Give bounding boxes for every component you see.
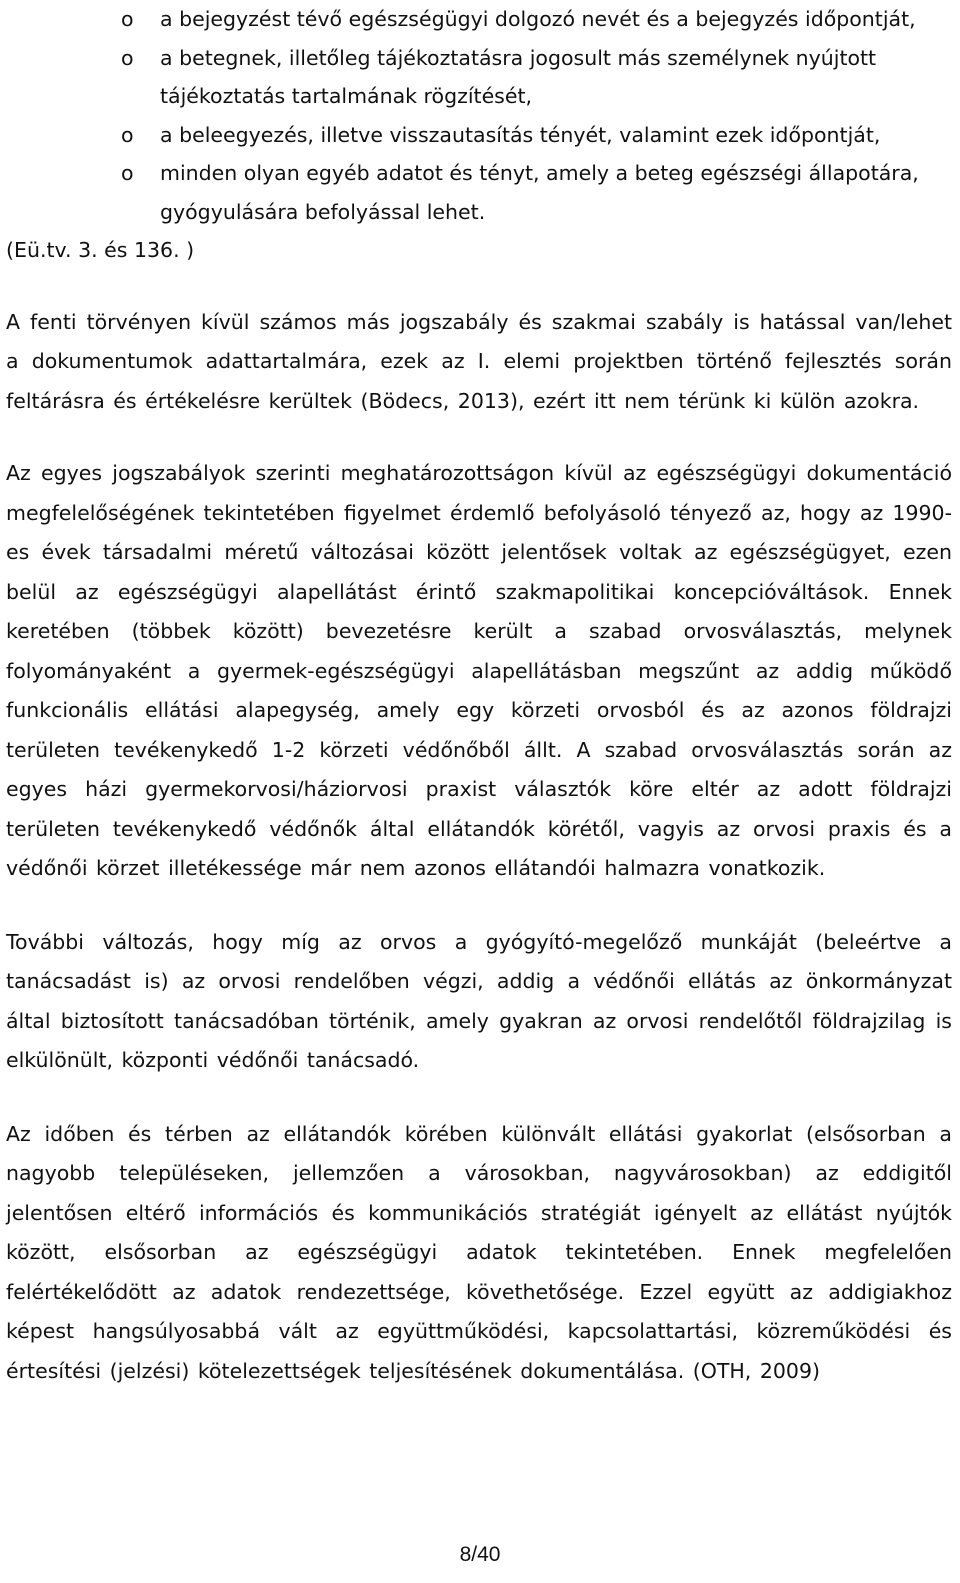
list-item — [6, 154, 952, 231]
bullet-marker: o — [121, 45, 134, 70]
paragraph: Az időben és térben az ellátandók körében különvált ellátási gyakorlat (elsősorban a nagyobb településeken, jellemzően a városokban, nagyvárosokban) az eddigitől jelentősen eltérő információs és kommunikációs stratégiát igényelt az ellátást nyújtók között, elsősorban az egészségügyi adatok tekintetében. Ennek megfelelően felértékelődött az adatok rendezettsége, követhetősége. Ezzel együtt az addigiakhoz képest hangsúlyosabbá vált az együttműködési, kapcsolattartási, közreműködési és értesítési (jelzési) kötelezettségek teljesítésének dokumentálása. (OTH, 2009) — [6, 1121, 952, 1383]
page-number: 8/40 — [459, 1543, 501, 1566]
law-reference: (Eü.tv. 3. és 136. ) — [6, 238, 195, 262]
paragraph: A fenti törvényen kívül számos más jogszabály és szakmai szabály is hatással van/lehet a dokumentumok adattartalmára, ezek az I. elemi projektben történő fejlesztés során feltárásra és értékelésre kerültek (Bödecs, 2013), ezért itt nem térünk ki külön azokra. — [6, 309, 952, 413]
paragraph: További változás, hogy míg az orvos a gyógyító-megelőző munkáját (beleértve a tanácsadást is) az orvosi rendelőben végzi, addig a védőnői ellátás az önkormányzat által biztosított tanácsadóban történik, amely gyakran az orvosi rendelőtől földrajzilag is elkülönült, központi védőnői tanácsadó. — [6, 929, 952, 1072]
bullet-text: a betegnek, illetőleg tájékoztatásra jogosult más személynek nyújtott tájékoztatás tartalmának rögzítését, — [160, 45, 877, 108]
list-item — [6, 39, 952, 116]
bullet-text: a beleegyezés, illetve visszautasítás tényét, valamint ezek időpontját, — [160, 122, 881, 147]
bullet-marker: o — [121, 122, 134, 147]
bullet-text: a bejegyzést tévő egészségügyi dolgozó nevét és a bejegyzés időpontját, — [160, 7, 916, 31]
bullet-text: minden olyan egyéb adatot és tényt, amely a beteg egészségi állapotára, gyógyulására befolyással lehet. — [160, 161, 919, 224]
bullet-marker: o — [121, 161, 134, 185]
list-item — [6, 0, 952, 39]
paragraph: Az egyes jogszabályok szerinti meghatározottságon kívül az egészségügyi dokumentáció megfelelőségének tekintetében figyelmet érdemlő befolyásoló tényező az, hogy az 1990-es évek társadalmi méretű változásai között jelentősek voltak az egészségügyet, ezen belül az egészségügyi alapellátást érintő szakmapolitikai koncepcióváltások. Ennek keretében (többek között) bevezetésre került a szabad orvosválasztás, melynek folyományaként a gyermek-egészségügyi alapellátásban megszűnt az addig működő funkcionális ellátási alapegység, amely egy körzeti orvosból és az azonos földrajzi területen tevékenykedő 1-2 körzeti védőnőből állt. A szabad orvosválasztás során az egyes házi gyermekorvosi/háziorvosi praxist választók köre eltér az adott földrajzi területen tevékenykedő védőnők által ellátandók körétől, vagyis az orvosi praxis és a védőnői körzet illetékessége már nem azonos ellátandói halmazra vonatkozik. — [6, 461, 952, 880]
bullet-list — [6, 0, 952, 231]
list-item — [6, 116, 952, 155]
document-page — [6, 0, 952, 1391]
bullet-marker: o — [121, 7, 134, 31]
